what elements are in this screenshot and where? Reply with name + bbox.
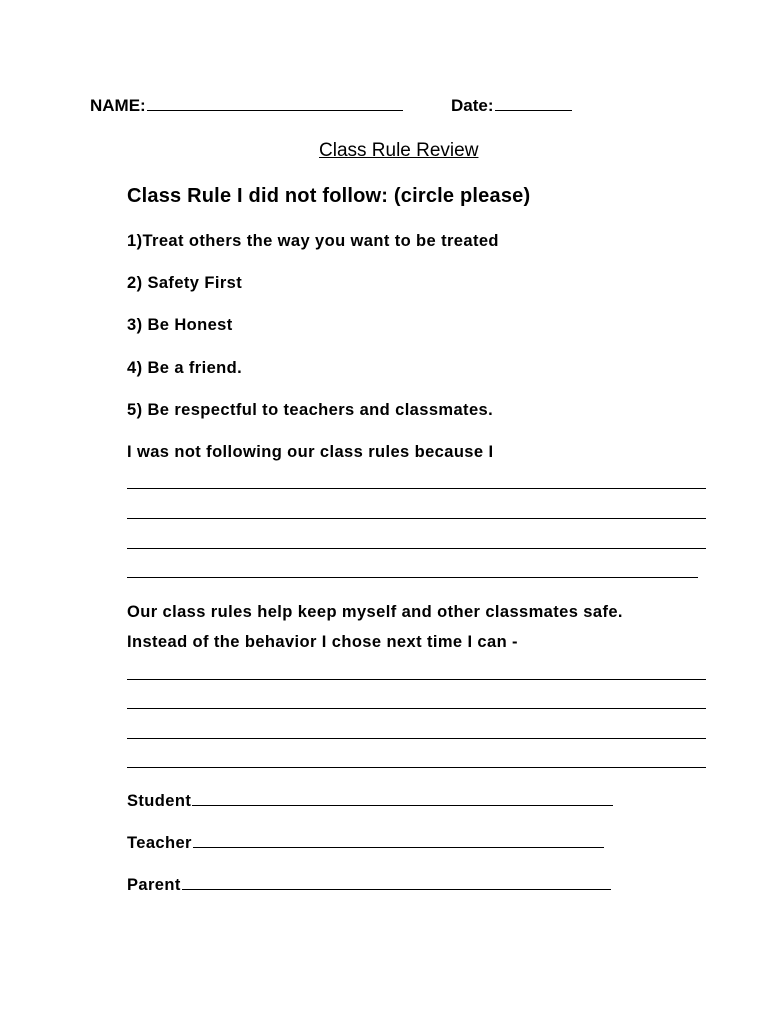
next-time-writing-line-3[interactable] (127, 738, 706, 739)
next-time-writing-line-4[interactable] (127, 767, 706, 768)
name-label: NAME: (90, 96, 146, 115)
next-time-writing-line-2[interactable] (127, 708, 706, 709)
teacher-signature-line[interactable] (193, 846, 604, 848)
teacher-signature (127, 834, 604, 853)
parent-label: Parent (127, 876, 181, 894)
student-label: Student (127, 792, 192, 810)
rule-item-3[interactable]: 3) Be Honest (127, 316, 233, 334)
closing-line-1: Our class rules help keep myself and other classmates safe. (127, 603, 623, 621)
name-field (90, 96, 403, 116)
date-field (451, 96, 572, 116)
date-label: Date: (451, 96, 494, 115)
reason-writing-line-2[interactable] (127, 518, 706, 519)
parent-signature (127, 876, 611, 895)
rule-item-2[interactable]: 2) Safety First (127, 274, 243, 292)
student-signature (127, 792, 613, 811)
student-signature-line[interactable] (192, 804, 613, 806)
page-title: Class Rule Review (319, 140, 479, 161)
rule-prompt: Class Rule I did not follow: (circle please) (127, 185, 531, 207)
rule-item-1[interactable]: 1)Treat others the way you want to be treated (127, 232, 499, 250)
rule-item-4[interactable]: 4) Be a friend. (127, 359, 243, 377)
closing-line-2: Instead of the behavior I chose next time I can - (127, 633, 518, 651)
parent-signature-line[interactable] (182, 888, 611, 890)
reason-writing-line-1[interactable] (127, 488, 706, 489)
rule-item-5[interactable]: 5) Be respectful to teachers and classmates. (127, 401, 494, 419)
reason-writing-line-4[interactable] (127, 577, 698, 578)
teacher-label: Teacher (127, 834, 192, 852)
name-blank-line[interactable] (147, 109, 403, 111)
reason-prompt: I was not following our class rules because I (127, 443, 494, 461)
reason-writing-line-3[interactable] (127, 548, 706, 549)
next-time-writing-line-1[interactable] (127, 679, 706, 680)
date-blank-line[interactable] (495, 109, 572, 111)
